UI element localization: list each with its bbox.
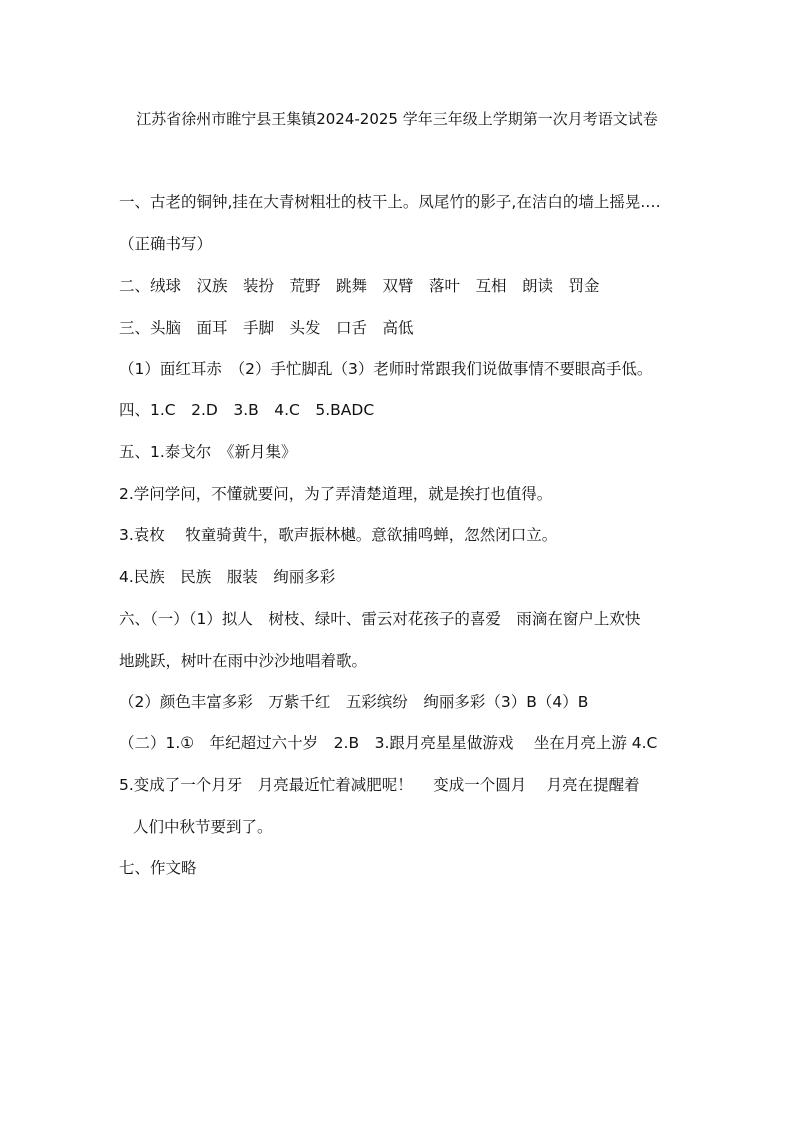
answer-section-3: 三、头脑 面耳 手脚 头发 口舌 高低: [119, 319, 414, 337]
answer-section-1-note: （正确书写）: [119, 235, 213, 253]
answer-section-5-item-2: 2.学问学问，不懂就要问，为了弄清楚道理，就是挨打也值得。: [119, 485, 553, 503]
answer-section-1-text: 一、古老的铜钟,挂在大青树粗壮的枝干上。凤尾竹的影子,在洁白的墙上摇晃.…: [119, 193, 661, 211]
answer-section-6-part-1-cont: 地跳跃，树叶在雨中沙沙地唱着歌。: [119, 652, 368, 670]
answer-section-3-idioms: （1）面红耳赤 （2）手忙脚乱（3）老师时常跟我们说做事情不要眼高手低。: [119, 360, 653, 378]
answer-section-5-item-3: 3.袁枚 牧童骑黄牛，歌声振林樾。意欲捕鸣蝉，忽然闭口立。: [119, 526, 558, 544]
answer-section-6-part-2-q5: 5.变成了一个月牙 月亮最近忙着减肥呢！ 变成一个圆月 月亮在提醒着: [119, 776, 640, 794]
answer-section-6-part-1-q2: （2）颜色丰富多彩 万紫千红 五彩缤纷 绚丽多彩（3）B（4）B: [119, 693, 589, 711]
answer-section-2: 二、绒球 汉族 装扮 荒野 跳舞 双臂 落叶 互相 朗读 罚金: [119, 277, 600, 295]
answer-section-4: 四、1.C 2.D 3.B 4.C 5.BADC: [119, 401, 375, 419]
document-title: 江苏省徐州市睢宁县王集镇2024-2025 学年三年级上学期第一次月考语文试卷: [136, 110, 658, 128]
answer-section-6-part-2: （二）1.① 年纪超过六十岁 2.B 3.跟月亮星星做游戏 坐在月亮上游 4.C: [119, 734, 658, 752]
answer-section-6-part-1: 六、（一）（1）拟人 树枝、绿叶、雷云对花孩子的喜爱 雨滴在窗户上欢快: [119, 610, 641, 628]
answer-section-5-item-1: 五、1.泰戈尔 《新月集》: [119, 443, 297, 461]
answer-section-5-item-4: 4.民族 民族 服装 绚丽多彩: [119, 568, 336, 586]
answer-section-7: 七、作文略: [119, 859, 197, 877]
answer-section-6-part-2-q5-cont: 人们中秋节要到了。: [133, 818, 273, 836]
